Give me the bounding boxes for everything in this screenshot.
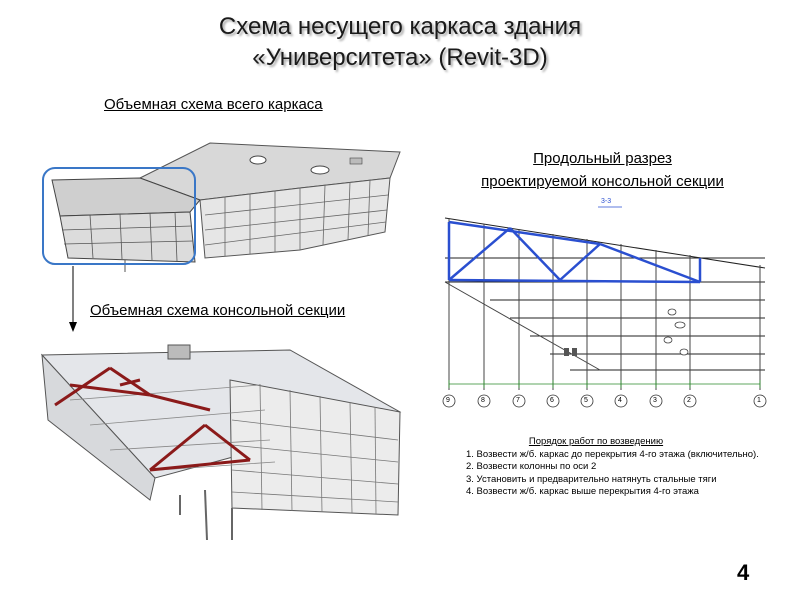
procedure-step: 2. Возвести колонны по оси 2 [466,461,597,473]
connector-arrowhead [69,322,77,332]
axis-label: 7 [516,397,520,404]
procedure-notes [466,436,786,499]
slide-title-line-2: «Университета» (Revit-3D) [252,44,548,71]
axis-label: 9 [446,397,450,404]
section-mark: 3-3 [601,198,612,205]
procedure-heading: Порядок работ по возведению [528,436,664,447]
axis-label: 3 [653,397,657,404]
axis-label: 8 [481,397,485,404]
page-number: 4 [737,560,750,585]
procedure-step: 1. Возвести ж/б. каркас до перекрытия 4-го этажа (включительно). [466,448,759,460]
console-section-model [42,345,400,540]
whole-frame-label: Объемная схема всего каркаса [104,96,323,113]
section-title-line-1: Продольный разрез [533,150,672,167]
section-drawing [443,207,766,407]
section-title-line-2: проектируемой консольной секции [481,173,724,190]
slide-title-line-1: Схема несущего каркаса здания [218,13,582,40]
axis-label: 6 [550,397,554,404]
whole-frame-model [52,143,400,272]
axis-label: 5 [584,397,588,404]
axis-label: 1 [757,397,761,404]
procedure-step: 4. Возвести ж/б. каркас выше перекрытия 4-го этажа [466,486,699,498]
procedure-step: 3. Установить и предварительно натянуть стальные тяги [466,473,717,485]
axis-label: 4 [618,397,622,404]
axis-label: 2 [687,397,691,404]
console-section-label: Объемная схема консольной секции [90,302,346,319]
